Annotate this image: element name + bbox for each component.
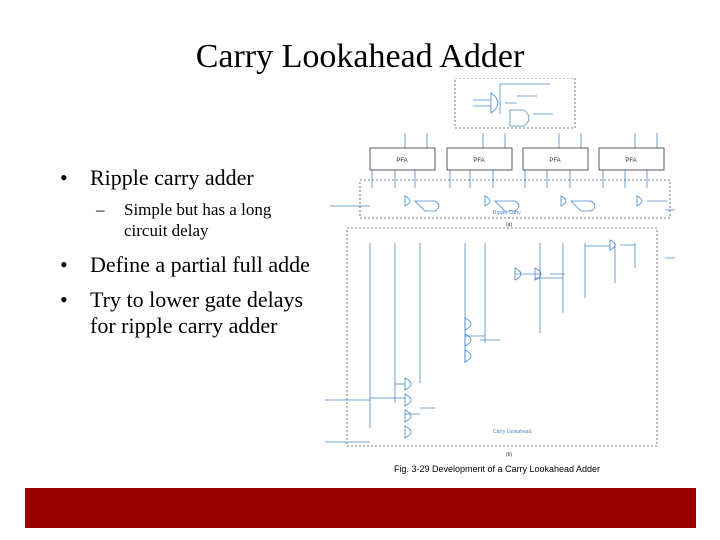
bullet-partial-full-adder	[60, 252, 325, 278]
bullet-marker: •	[60, 165, 68, 190]
bullet-text: Try to lower gate delays for ripple carry adder	[90, 287, 304, 338]
pfa-block-label: PFA	[625, 158, 637, 164]
figure-caption: Fig. 3-29 Development of a Carry Lookahead Adder	[393, 464, 601, 474]
part-b-label: (b)	[505, 452, 513, 458]
part-a-label: (a)	[505, 222, 513, 228]
bullet-marker: •	[60, 287, 68, 312]
subbullet-text: Simple but has a long circuit delay	[124, 200, 272, 240]
slide-title: Carry Lookahead Adder	[195, 38, 525, 75]
bullet-text: Ripple carry adder	[90, 165, 254, 190]
carry-lookahead-label: Carry Lookahead	[493, 429, 532, 435]
bullet-marker: •	[60, 252, 68, 277]
footer-accent-bar	[25, 488, 696, 528]
ripple-carry-label: Ripple Carry	[493, 210, 521, 216]
bullet-ripple-carry	[60, 165, 320, 191]
carry-lookahead-circuit-diagram	[325, 78, 680, 478]
bullet-text: Define a partial full adde	[90, 252, 310, 277]
pfa-block-label: PFA	[473, 158, 485, 164]
pfa-block-label: PFA	[549, 158, 561, 164]
pfa-block-label: PFA	[396, 158, 408, 164]
subbullet-marker: –	[96, 200, 105, 219]
bullet-lower-gate-delays	[60, 287, 330, 339]
subbullet-delay	[96, 199, 326, 243]
